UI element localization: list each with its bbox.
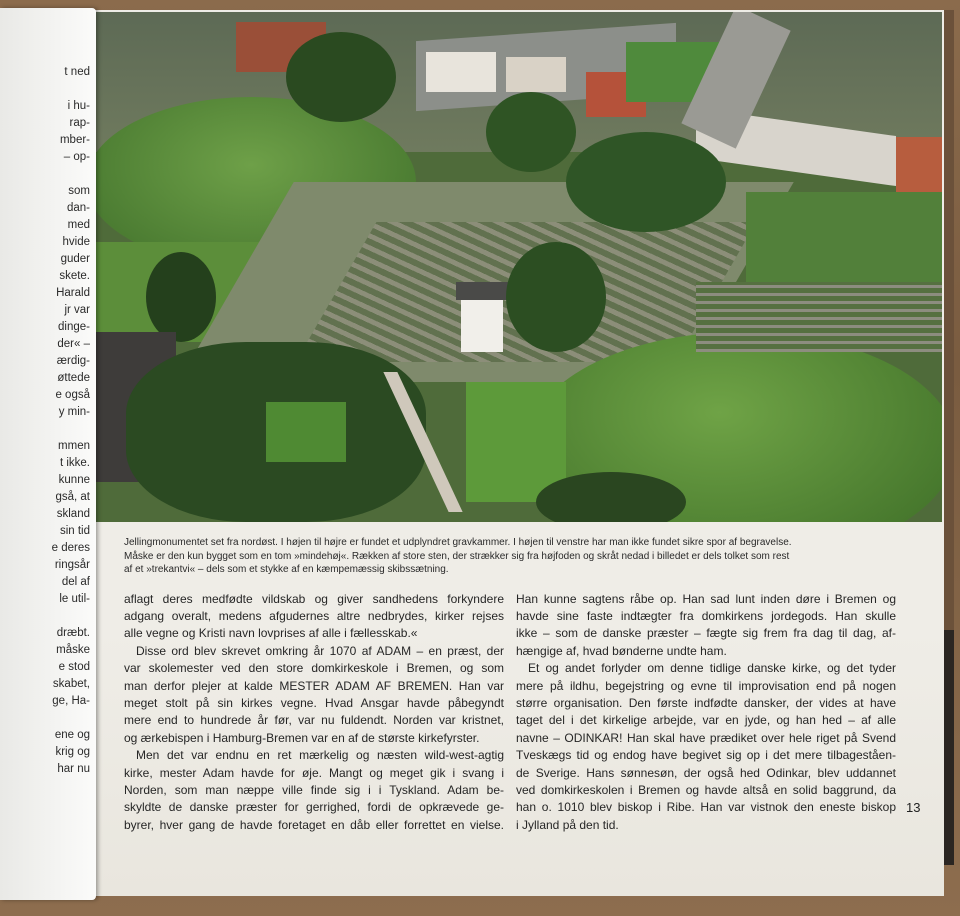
page-number: 13 bbox=[906, 800, 921, 815]
photo-caption bbox=[124, 536, 896, 577]
text-line: jr var bbox=[64, 304, 90, 316]
text-line: t ned bbox=[64, 66, 90, 78]
text-line: ikke – som de danske præster – fægte sig frem fra dag til dag, af- bbox=[516, 626, 896, 641]
text-line: som bbox=[68, 185, 90, 197]
aerial-photo-jelling bbox=[86, 12, 942, 522]
left-page bbox=[0, 8, 96, 900]
text-line: y min- bbox=[58, 406, 90, 418]
photo-church bbox=[461, 297, 503, 352]
caption-line: Måske er den kun bygget som en tom »mindehøj«. Rækken af store sten, der strækker sig fra højfoden og skråt nedad i billedet er dels tolket som rest bbox=[124, 550, 790, 562]
text-line: rap- bbox=[69, 117, 90, 129]
text-line: Men det var endnu en ret mærkelig og næsten wild-west-agtig bbox=[136, 748, 504, 763]
left-page-paragraph bbox=[0, 438, 90, 608]
photo-tree bbox=[146, 252, 216, 342]
text-line: mmen bbox=[58, 440, 90, 452]
text-line: Tveskægs tid og endog have begivet sig op i det mere tilbageståen- bbox=[516, 748, 896, 763]
text-line: øttede bbox=[57, 372, 90, 384]
text-line: måske bbox=[56, 644, 90, 656]
text-line: og ærkebispen i Hamburg-Bremen var en af de største kirkefyrster. bbox=[124, 730, 480, 745]
caption-line: af et »trekantvi« – dels som et stykke af en kæmpemæssig skibssætning. bbox=[124, 564, 449, 575]
text-line: skyldte de danske præster for gerrighed, fordi de opkrævede ge- bbox=[124, 800, 504, 815]
text-line: dinge- bbox=[58, 321, 90, 333]
text-area bbox=[124, 536, 896, 834]
text-line: med bbox=[67, 219, 90, 231]
text-line: skabet, bbox=[52, 678, 90, 690]
text-line: alle vegne og Kristi navn lovprises af alle i fællesskab.« bbox=[124, 626, 418, 641]
photo-church-roof bbox=[456, 282, 508, 300]
photo-lawn bbox=[266, 402, 346, 462]
text-line: kunne bbox=[58, 474, 90, 486]
text-line: har nu bbox=[57, 763, 90, 775]
left-page-paragraph bbox=[0, 625, 90, 710]
left-page-paragraph bbox=[0, 727, 90, 778]
text-line: aflagt deres medfødte vildskab og giver sandhedens forkyndere bbox=[124, 591, 504, 606]
text-line: Han kunne sagtens råbe op. Han sad lunt inden døre i Bremen og bbox=[516, 591, 896, 606]
text-line: navne – ODINKAR! Han skal have prædiket over hele riget på Svend bbox=[516, 730, 896, 745]
text-line: ved domkirkeskolen i Bremen og havde altså en solid baggrund, da bbox=[516, 782, 896, 797]
photo-building bbox=[506, 57, 566, 92]
text-line: i hu- bbox=[67, 100, 90, 112]
text-columns bbox=[124, 591, 896, 835]
text-line: mber- bbox=[59, 134, 90, 146]
text-line: sin tid bbox=[59, 525, 90, 537]
text-line: hængige af, hvad bønderne undte ham. bbox=[516, 643, 727, 658]
text-line: mere på ildhu, begejstring og evne til improvisation end på nogen bbox=[516, 678, 896, 693]
photo-building bbox=[896, 137, 942, 197]
text-line: Harald bbox=[56, 287, 90, 299]
text-line: havde sine faste indtægter fra domkirkens jordegods. Han skulle bbox=[516, 608, 896, 623]
text-line: der« – bbox=[57, 338, 90, 350]
text-line: t ikke. bbox=[59, 457, 90, 469]
text-line: ærdig- bbox=[56, 355, 90, 367]
text-line: byrer, hver gang de havde foretaget en dåb eller forrettet en vielse. bbox=[124, 817, 504, 832]
text-line: han o. 1010 blev biskop i Ribe. Han var vistnok den eneste biskop bbox=[516, 800, 896, 815]
photo-building bbox=[426, 52, 496, 92]
text-line: ge, Ha- bbox=[52, 695, 90, 707]
text-line: Disse ord blev skrevet omkring år 1070 af ADAM – en præst, der bbox=[136, 643, 504, 658]
text-line: dan- bbox=[66, 202, 90, 214]
text-line: e deres bbox=[51, 542, 90, 554]
text-line: e stod bbox=[58, 661, 90, 673]
photo-tree bbox=[566, 132, 726, 232]
text-column-right bbox=[516, 591, 896, 835]
text-line: skete. bbox=[59, 270, 90, 282]
text-line: de Sverige. Hans sønnesøn, der også hed Odinkar, blev uddannet bbox=[516, 765, 896, 780]
text-line: guder bbox=[60, 253, 90, 265]
text-line: var skolemester ved den store domkirkeskole i Bremen, og som bbox=[124, 661, 504, 676]
photo-tree bbox=[486, 92, 576, 172]
text-line: del af bbox=[61, 576, 90, 588]
text-line: større organisation. Den første indfødte dansker, der vides at have bbox=[516, 695, 896, 710]
text-line: hvide bbox=[62, 236, 90, 248]
photo-tree bbox=[506, 242, 606, 352]
text-line: Et og andet forlyder om denne tidlige danske kirke, og det tyder bbox=[528, 661, 896, 676]
text-line: mere end to hundrede år før, var nu fuldendt. Norden var kristnet, bbox=[124, 713, 504, 728]
text-line: Norden, som man næppe ville finde sig i i Tyskland. Adam be- bbox=[124, 782, 504, 797]
left-page-paragraph bbox=[0, 183, 90, 421]
text-line: i Jylland på den tid. bbox=[516, 817, 619, 832]
right-page bbox=[84, 10, 944, 896]
photo-grave-rows bbox=[696, 282, 942, 352]
text-line: kirke, mester Adam havde for øje. Mangt og meget gik i svang i bbox=[124, 765, 504, 780]
left-page-paragraph bbox=[0, 98, 90, 166]
text-line: ene og bbox=[54, 729, 90, 741]
caption-line: Jellingmonumentet set fra nordøst. I højen til højre er fundet et udplyndret gravkammer. I højen til venstre har man ikke fundet sikre spor af begravelse. bbox=[124, 537, 792, 548]
photo-tree bbox=[286, 32, 396, 122]
text-line: le util- bbox=[59, 593, 90, 605]
text-line: taget del i det kirkelige arbejde, var en jyde, og han hed – af alle bbox=[516, 713, 896, 728]
left-page-text bbox=[0, 64, 90, 795]
text-line: skland bbox=[56, 508, 90, 520]
text-line: – op- bbox=[63, 151, 90, 163]
text-line: adgang overalt, medens afgudernes altre nedbrydes, kirker rejses bbox=[124, 608, 504, 623]
text-line: krig og bbox=[55, 746, 90, 758]
text-line: gså, at bbox=[55, 491, 90, 503]
text-line: ringsår bbox=[54, 559, 90, 571]
text-line: meget stolt på sin kirkes vegne. Hvad Ansgar havde påbegyndt bbox=[124, 695, 504, 710]
text-line: dræbt. bbox=[56, 627, 90, 639]
text-line: man derfor plejer at kalde MESTER ADAM AF BREMEN. Han var bbox=[124, 678, 504, 693]
left-page-paragraph bbox=[0, 64, 90, 81]
text-column-left bbox=[124, 591, 504, 835]
text-line: e også bbox=[55, 389, 90, 401]
